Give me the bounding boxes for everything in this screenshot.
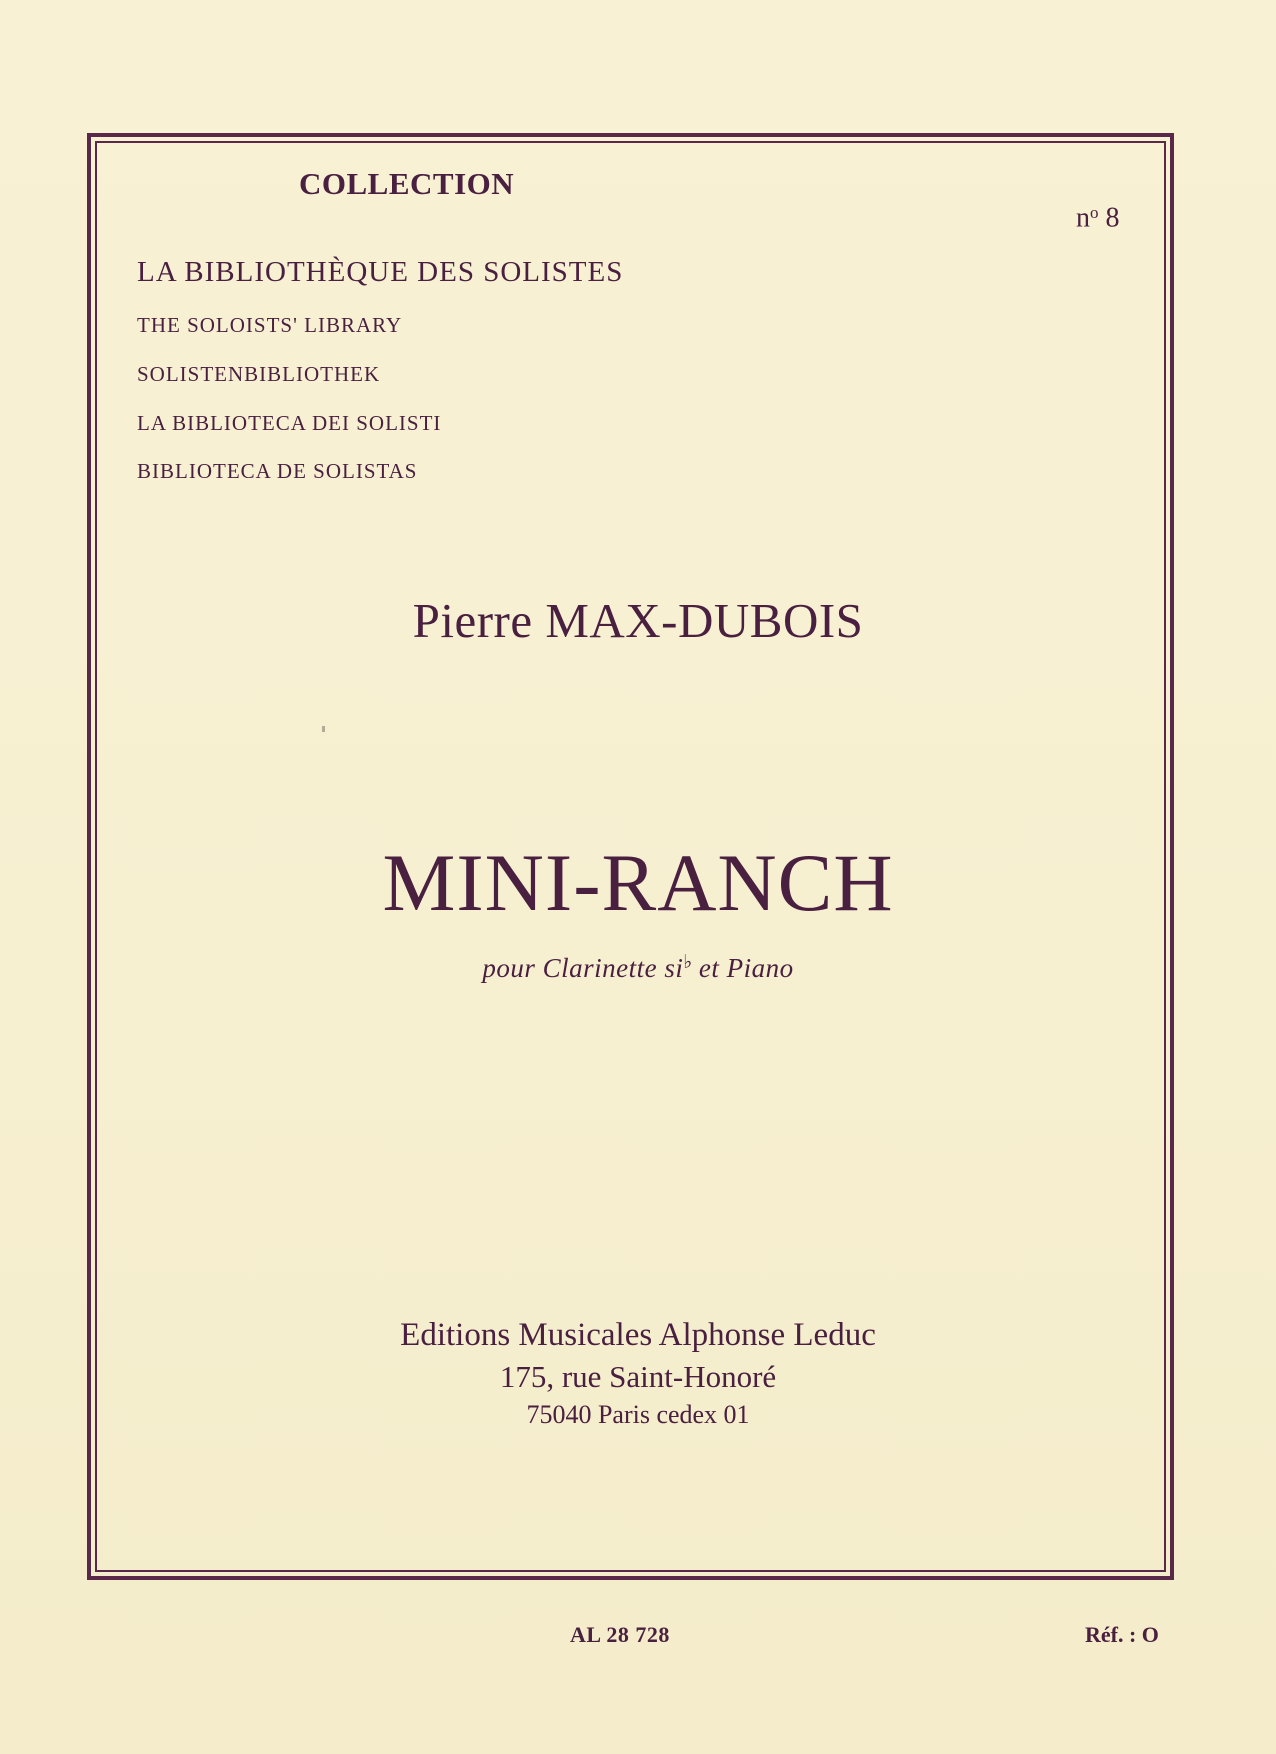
number-degree: o <box>1090 203 1099 222</box>
flat-sign-icon: ♭ <box>683 952 693 973</box>
instrumentation-subtitle <box>0 950 1276 984</box>
reference-code: Réf. : O <box>1085 1622 1159 1647</box>
subtitle-instrument: pour Clarinette si <box>482 953 684 983</box>
paper-speck <box>322 726 325 732</box>
publisher-city: 75040 Paris cedex 01 <box>526 1400 750 1429</box>
catalog-number: AL 28 728 <box>570 1622 670 1647</box>
publisher-name: Editions Musicales Alphonse Leduc <box>400 1317 876 1353</box>
work-title: MINI-RANCH <box>382 837 894 928</box>
composer-name: Pierre MAX-DUBOIS <box>412 593 864 648</box>
number-value: 8 <box>1105 202 1120 234</box>
publisher-street: 175, rue Saint-Honoré <box>499 1359 777 1394</box>
collection-label: COLLECTION <box>299 166 515 201</box>
subtitle-piano: et Piano <box>698 953 794 983</box>
library-title-french: LA BIBLIOTHÈQUE DES SOLISTES <box>137 256 624 288</box>
library-title-spanish: BIBLIOTECA DE SOLISTAS <box>137 459 418 483</box>
library-title-italian: LA BIBLIOTECA DEI SOLISTI <box>137 411 442 435</box>
number-prefix: n <box>1076 202 1090 234</box>
library-title-german: SOLISTENBIBLIOTHEK <box>137 362 381 386</box>
collection-number <box>1076 201 1120 234</box>
library-title-english: THE SOLOISTS' LIBRARY <box>137 313 403 337</box>
